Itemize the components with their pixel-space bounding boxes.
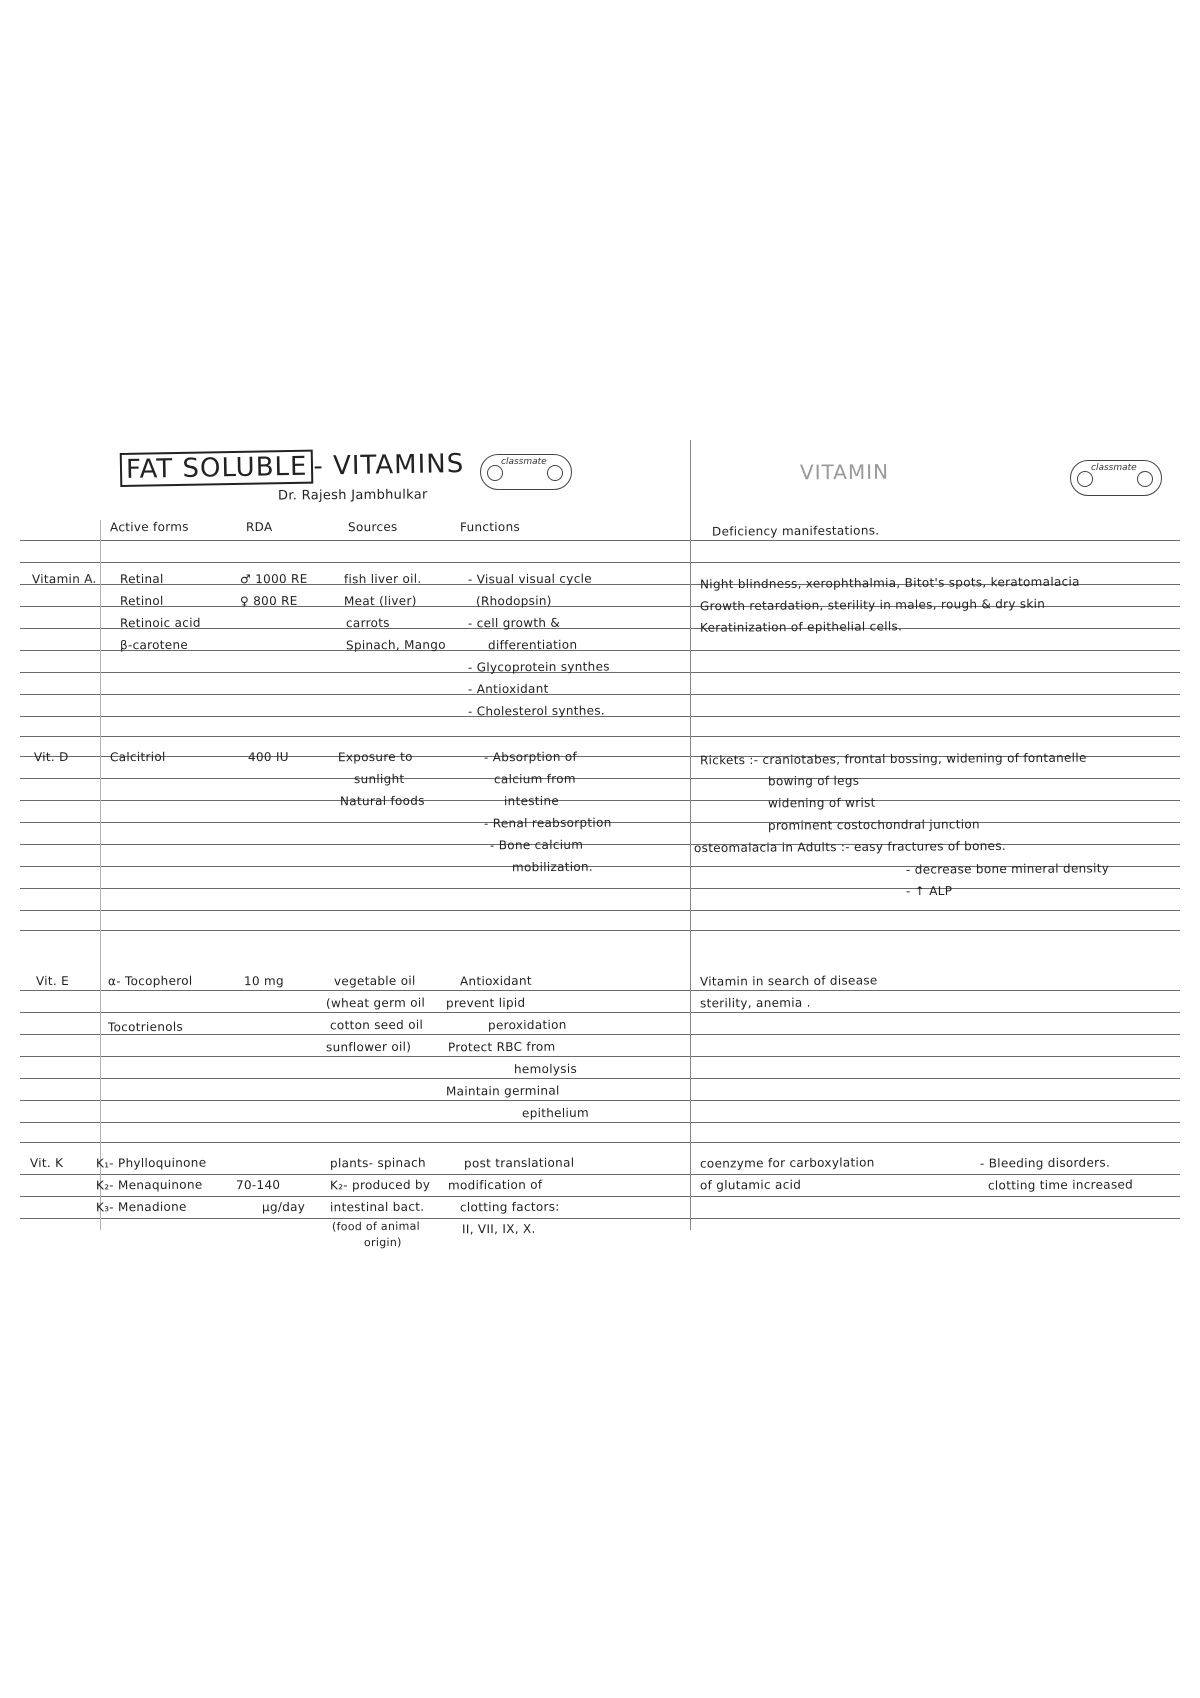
- vitamin-d-function: mobilization.: [511, 859, 594, 875]
- vitamin-k-function: post translational: [463, 1155, 575, 1171]
- vitamin-a-source: Spinach, Mango: [345, 637, 446, 653]
- vitamin-a-form: β-carotene: [119, 637, 189, 653]
- vitamin-e-function: prevent lipid: [445, 995, 526, 1011]
- author: Dr. Rajesh Jambhulkar: [277, 487, 428, 504]
- vitamin-e-function: epithelium: [521, 1105, 590, 1121]
- classmate-logo-right: classmate: [1070, 460, 1162, 496]
- ruled-line: [20, 778, 1180, 779]
- vitamin-k-function: II, VII, IX, X.: [461, 1221, 536, 1237]
- ruled-line: [20, 1100, 1180, 1101]
- vitamin-a-deficiency: Growth retardation, sterility in males, rough & dry skin: [699, 596, 1046, 614]
- vitamin-e-label-lower: Vit. E: [35, 973, 70, 989]
- vitamin-d-deficiency: bowing of legs: [767, 773, 860, 789]
- vitamin-k-source: (food of animal: [331, 1219, 421, 1234]
- vitamin-d-rda: 400 IU: [247, 749, 289, 765]
- vitamin-a-source: Meat (liver): [343, 593, 417, 609]
- ruled-line: [20, 1056, 1180, 1057]
- title-rest: - VITAMINS: [313, 448, 465, 482]
- classmate-logo-left: classmate: [480, 454, 572, 490]
- ruled-line: [20, 910, 1180, 911]
- vitamin-d-function: - Bone calcium: [489, 837, 584, 853]
- vitamin-e-function: Protect RBC from: [447, 1039, 556, 1055]
- page-title: [120, 449, 465, 485]
- vitamin-k-deficiency: - Bleeding disorders.: [979, 1155, 1111, 1171]
- vitamin-k-source: K₂- produced by: [329, 1177, 431, 1193]
- vitamin-a-function: - Visual visual cycle: [467, 571, 592, 587]
- vitamin-a-source: fish liver oil.: [343, 571, 422, 587]
- vitamin-d-function: intestine: [503, 793, 560, 809]
- vitamin-e-function: peroxidation: [487, 1017, 567, 1033]
- vitamin-d-deficiency: - decrease bone mineral density: [905, 861, 1110, 877]
- vitamin-e-form: α- Tocopherol: [107, 973, 193, 989]
- vitamin-a-form: Retinal: [119, 571, 164, 587]
- vitamin-d-form: Calcitriol: [109, 749, 166, 765]
- faded-heading: VITAMIN: [799, 459, 890, 485]
- vitamin-k-function: modification of: [447, 1177, 543, 1193]
- vitamin-k-form: K₃- Menadione: [95, 1199, 187, 1215]
- col-sources: Sources: [347, 519, 398, 535]
- vitamin-k-source: origin): [363, 1235, 402, 1250]
- vitamin-k-deficiency: coenzyme for carboxylation: [699, 1155, 875, 1171]
- col-active-forms: Active forms: [109, 519, 189, 535]
- vitamin-d-deficiency: - ↑ ALP: [905, 883, 953, 899]
- vitamin-k-source: plants- spinach: [329, 1155, 426, 1171]
- ruled-line: [20, 1122, 1180, 1123]
- vitamin-e-function: Antioxidant: [459, 973, 532, 989]
- ruled-line: [20, 562, 1180, 563]
- vitamin-e-rda: 10 mg: [243, 973, 284, 989]
- vitamin-d-source: sunlight: [353, 771, 405, 787]
- vitamin-e-source: sunflower oil): [325, 1039, 412, 1055]
- vitamin-k-rda: μg/day: [261, 1199, 306, 1215]
- vitamin-d-source: Exposure to: [337, 749, 413, 765]
- vitamin-a-function: - cell growth &: [467, 615, 561, 631]
- ruled-line: [20, 1174, 1180, 1175]
- page-fold-lower: [690, 930, 691, 1230]
- ruled-line: [20, 736, 1180, 737]
- ruled-line: [20, 1012, 1180, 1013]
- col-deficiency: Deficiency manifestations.: [711, 523, 880, 539]
- col-functions: Functions: [459, 519, 521, 535]
- vitamin-d-deficiency: prominent costochondral junction: [767, 817, 980, 833]
- vitamin-e-deficiency: Vitamin in search of disease: [699, 973, 878, 989]
- vitamin-a-function: - Glycoprotein synthes: [467, 659, 610, 675]
- vitamin-d-function: - Renal reabsorption: [483, 815, 612, 831]
- ruled-line: [20, 1196, 1180, 1197]
- ruled-line: [20, 844, 1180, 845]
- vitamin-a-label: Vitamin A.: [31, 571, 97, 587]
- vitamin-k-form: K₁- Phylloquinone: [95, 1155, 207, 1171]
- vitamin-k-deficiency: clotting time increased: [987, 1177, 1134, 1193]
- vitamin-d-label: Vit. D: [33, 749, 69, 765]
- ruled-line: [20, 888, 1180, 889]
- vitamin-a-function: - Antioxidant: [467, 681, 549, 697]
- vitamin-d-source: Natural foods: [339, 793, 425, 809]
- vitamin-k-label: Vit. K: [29, 1155, 64, 1171]
- vitamin-k-form: K₂- Menaquinone: [95, 1177, 203, 1193]
- vitamin-d-deficiency: Rickets :- craniotabes, frontal bossing, widening of fontanelle: [699, 750, 1087, 768]
- vitamin-k-rda: 70-140: [235, 1177, 281, 1193]
- vitamin-a-form: Retinoic acid: [119, 615, 201, 631]
- vitamin-e-function: hemolysis: [513, 1061, 578, 1077]
- vitamin-e-source: cotton seed oil: [329, 1017, 424, 1033]
- notebook-lower-section: [0, 930, 1200, 1260]
- vitamin-k-deficiency: of glutamic acid: [699, 1177, 802, 1193]
- vitamin-d-function: calcium from: [493, 771, 576, 787]
- vitamin-e-function: Maintain germinal: [445, 1083, 560, 1099]
- col-rda: RDA: [245, 519, 273, 535]
- vitamin-a-rda: ♀ 800 RE: [239, 593, 298, 609]
- ruled-line: [20, 990, 1180, 991]
- vitamin-d-function: - Absorption of: [483, 749, 578, 765]
- ruled-line: [20, 694, 1180, 695]
- vitamin-a-function: (Rhodopsin): [475, 593, 552, 609]
- ruled-line: [20, 1034, 1180, 1035]
- vitamin-d-deficiency: osteomalacia in Adults :- easy fractures of bones.: [693, 838, 1007, 856]
- vitamin-a-deficiency: Keratinization of epithelial cells.: [699, 619, 903, 635]
- vitamin-e-source: vegetable oil: [333, 973, 416, 989]
- vitamin-a-form: Retinol: [119, 593, 164, 609]
- vitamin-d-deficiency: widening of wrist: [767, 795, 876, 811]
- vitamin-a-source: carrots: [345, 615, 390, 631]
- vitamin-e-source: (wheat germ oil: [325, 995, 426, 1011]
- vitamin-k-source: intestinal bact.: [329, 1199, 425, 1215]
- ruled-line: [20, 1142, 1180, 1143]
- ruled-line: [20, 540, 1180, 541]
- ruled-line: [20, 800, 1180, 801]
- ruled-line: [20, 1218, 1180, 1219]
- vitamin-a-function: differentiation: [487, 637, 578, 653]
- vitamin-a-rda: ♂ 1000 RE: [239, 571, 308, 587]
- vitamin-e-form: Tocotrienols: [107, 1019, 184, 1035]
- vitamin-k-function: clotting factors:: [459, 1199, 560, 1215]
- ruled-line: [20, 1078, 1180, 1079]
- vitamin-e-deficiency: sterility, anemia .: [699, 995, 811, 1011]
- vitamin-a-deficiency: Night blindness, xerophthalmia, Bitot's spots, keratomalacia: [699, 574, 1080, 592]
- title-boxed: FAT SOLUBLE: [120, 450, 314, 487]
- vitamin-a-function: - Cholesterol synthes.: [467, 703, 606, 719]
- ruled-line: [20, 650, 1180, 651]
